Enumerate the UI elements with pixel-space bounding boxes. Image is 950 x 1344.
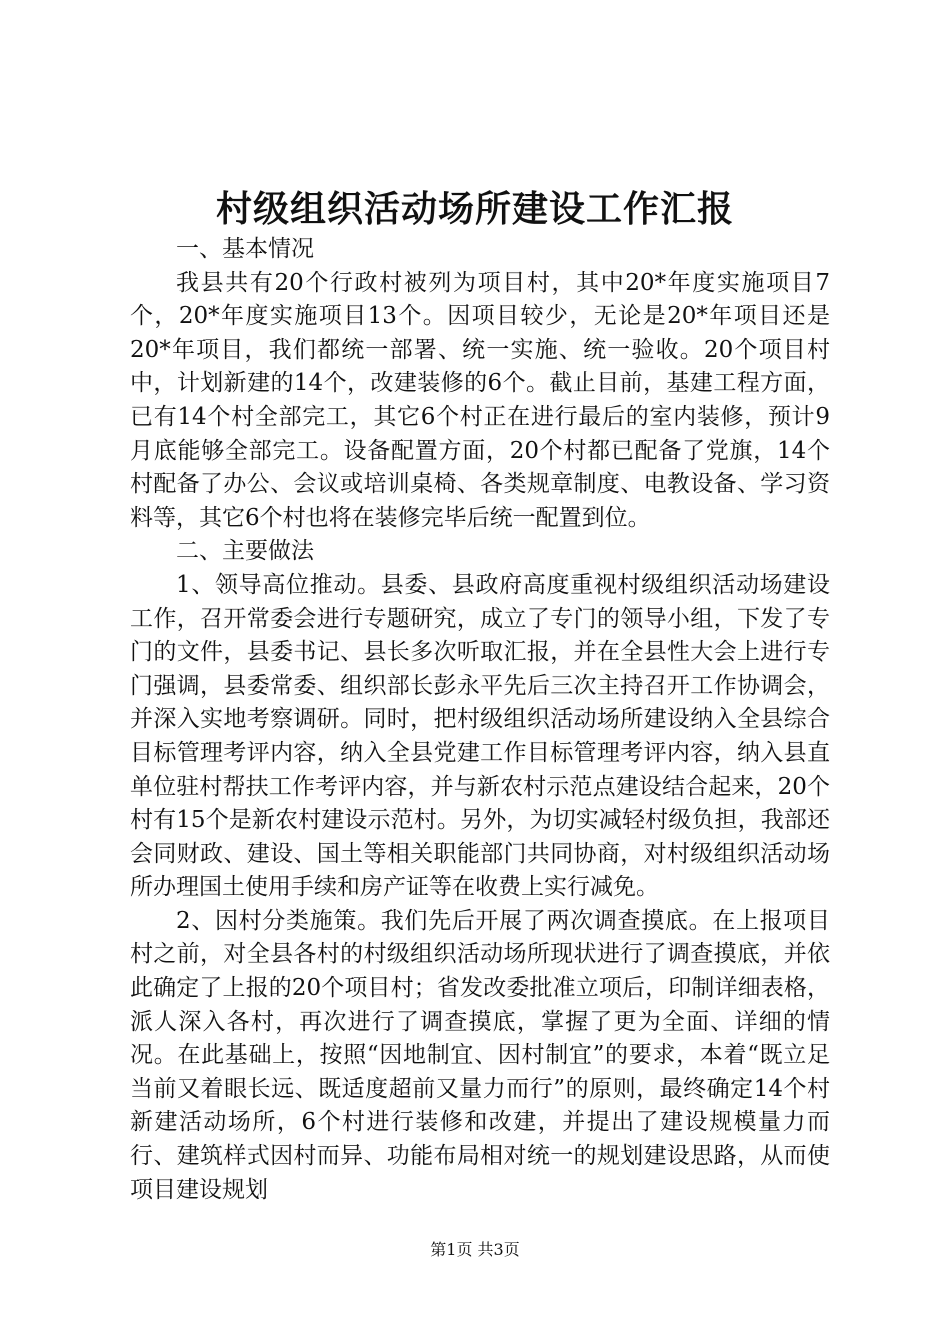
document-title: 村级组织活动场所建设工作汇报 xyxy=(215,188,734,230)
paragraph-leadership: 1、领导高位推动。县委、县政府高度重视村级组织活动场建设工作，召开常委会进行专题研究，成立了专门的领导小组，下发了专门的文件，县委书记、县长多次听取汇报，并在全县性大会上进行专门强调，县委常委、组织部长彭永平先后三次主持召开工作协调会，并深入实地考察调研。同时，把村级组织活动场所建设纳入全县综合目标管理考评内容，纳入全县党建工作目标管理考评内容，纳入县直单位驻村帮扶工作考评内容，并与新农村示范点建设结合起来，20个村有15个是新农村建设示范村。另外，为切实减轻村级负担，我部还会同财政、建设、国土等相关职能部门共同协商，对村级组织活动场所办理国土使用手续和房产证等在收费上实行减免。 xyxy=(130,571,830,901)
section-heading-methods: 二、主要做法 xyxy=(176,538,314,565)
page-footer: 第1页 共3页 xyxy=(430,1240,520,1259)
paragraph-classification: 2、因村分类施策。我们先后开展了两次调查摸底。在上报项目村之前，对全县各村的村级组织活动场所现状进行了调查摸底，并依此确定了上报的20个项目村；省发改委批准立项后，印制详细表格，派人深入各村，再次进行了调查摸底，掌握了更为全面、详细的情况。在此基础上，按照“因地制宜、因村制宜”的要求，本着“既立足当前又着眼长远、既适度超前又量力而行”的原则，最终确定14个村新建活动场所，6个村进行装修和改建，并提出了建设规模量力而行、建筑样式因村而异、功能布局相对统一的规划建设思路，从而使项目建设规划 xyxy=(130,907,830,1203)
document-body xyxy=(130,233,830,1207)
section-heading-basic: 一、基本情况 xyxy=(176,236,314,262)
paragraph-basic-situation: 我县共有20个行政村被列为项目村，其中20*年度实施项目7个，20*年度实施项目13个。因项目较少，无论是20*年项目还是20*年项目，我们都统一部署、统一实施、统一验收。20个项目村中，计划新建的14个，改建装修的6个。截止目前，基建工程方面，已有14个村全部完工，其它6个村正在进行最后的室内装修，预计9月底能够全部完工。设备配置方面，20个村都已配备了党旗，14个村配备了办公、会议或培训桌椅、各类规章制度、电教设备、学习资料等，其它6个村也将在装修完毕后统一配置到位。 xyxy=(130,269,830,531)
